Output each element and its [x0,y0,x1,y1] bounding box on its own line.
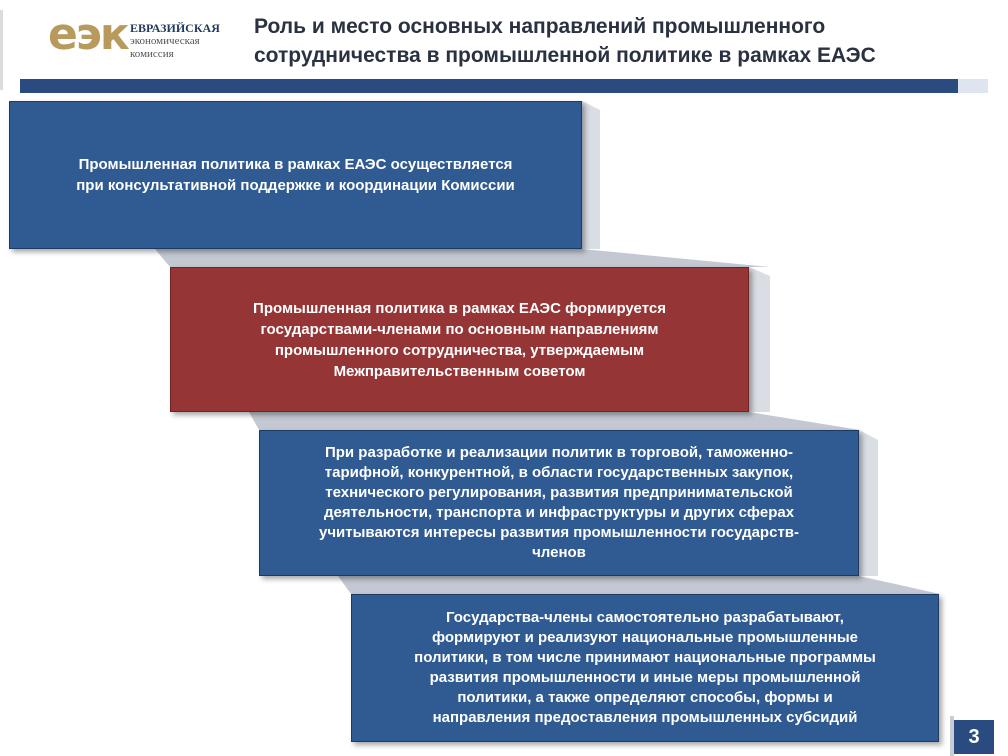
box-national-policies [351,594,939,742]
box-2-line: государствами-членами по основным направлениям [260,320,659,338]
box-2-text [253,298,666,382]
box-1-text [76,154,515,196]
page-number: 3 [954,720,994,754]
box-3-text [319,443,799,563]
box-3-line: тарифной, конкурентной, в области государственных закупок, [324,464,794,481]
connector-1-2 [155,249,770,267]
connector-side-2 [749,267,770,412]
logo-mark: еэк [48,9,128,60]
box-2-line: промышленного сотрудничества, утверждаемым [274,341,645,359]
box-3-line: При разработке и реализации политик в торговой, таможенно- [324,444,794,461]
box-consultative-support [9,101,582,249]
box-member-states-formation [170,267,749,412]
connector-2-3 [249,412,860,430]
slide-title-line-1: Роль и место основных направлений промышленного [254,15,826,38]
box-3-line: членов [532,544,586,561]
connector-3-4 [338,576,940,594]
box-4-line: Государства-члены самостоятельно разрабатывают, [446,609,844,626]
box-policy-interests [259,430,859,576]
logo-line-3: комиссия [130,48,174,60]
box-1-line: Промышленная политика в рамках ЕАЭС осуществляется [78,156,513,173]
logo-line-2: экономическая [130,35,200,47]
box-4-line: направления предоставления промышленных субсидий [432,709,858,726]
box-3-line: технического регулирования, развития предпринимательской [325,484,793,501]
box-1-line: при консультативной поддержке и координации Комиссии [76,177,515,194]
box-4-line: развития промышленности и иные меры промышленной [429,669,861,686]
box-4-text [414,608,876,728]
box-2-line: Промышленная политика в рамках ЕАЭС формируется [253,299,666,317]
box-4-line: политики, а также определяют способы, формы и [457,689,833,706]
box-4-line: политики, в том числе принимают национальные программы [414,649,876,666]
box-2-line: Межправительственным советом [333,362,586,380]
slide-title-line-2: сотрудничества в промышленной политике в рамках ЕАЭС [254,44,876,67]
box-3-line: деятельности, транспорта и инфраструктуры и других сферах [323,504,795,521]
connector-side-1 [582,101,600,249]
connector-side-3 [859,430,878,576]
box-4-line: формируют и реализуют национальные промышленные [431,629,859,646]
box-3-line: учитываются интересы развития промышленности государств- [319,524,799,541]
logo-line-1: ЕВРАЗИЙСКАЯ [130,21,220,35]
